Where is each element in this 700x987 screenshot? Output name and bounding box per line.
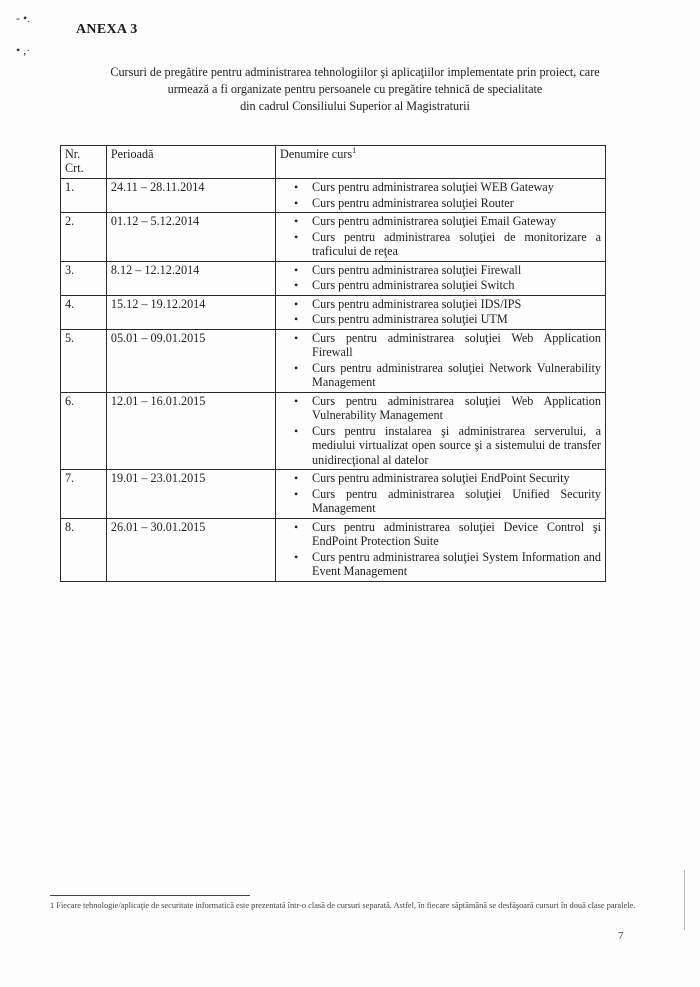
footnote: [50, 900, 650, 911]
course-list: [280, 263, 601, 293]
table-row: [61, 518, 606, 581]
table-row: [61, 179, 606, 213]
row-number: 1.: [61, 179, 107, 213]
row-number: 4.: [61, 295, 107, 329]
row-period: 8.12 – 12.12.2014: [106, 261, 275, 295]
table-row: [61, 392, 606, 470]
header-nr-line2: Crt.: [65, 161, 84, 175]
course-list: [280, 394, 601, 468]
row-period: 19.01 – 23.01.2015: [106, 470, 275, 519]
row-courses: [276, 261, 606, 295]
row-courses: [276, 392, 606, 470]
course-item: • Curs pentru administrarea soluţiei UTM: [280, 312, 601, 327]
row-period: 05.01 – 09.01.2015: [106, 329, 275, 392]
header-course-name-label: Denumire curs: [280, 147, 353, 161]
header-nr-line1: Nr.: [65, 147, 81, 161]
row-period: 15.12 – 19.12.2014: [106, 295, 275, 329]
annex-title: ANEXA 3: [76, 22, 138, 37]
course-item: • Curs pentru instalarea şi administrarea serverului, a mediului virtualizat open source şi a sistemului de transfer unidirecţional al datelor: [280, 424, 601, 468]
heading-line: Cursuri de pregătire pentru administrarea tehnologiilor şi aplicaţiilor implementate prin proiect, care: [110, 65, 600, 79]
course-list: [280, 471, 601, 516]
footnote-text: Fiecare tehnologie/aplicaţie de securitate informatică este prezentată într-o clasă de cursuri separată. Astfel, în fiecare săptămână se desfăşoară cursuri în două clase paralele.: [56, 901, 636, 910]
course-list: [280, 297, 601, 327]
row-number: 7.: [61, 470, 107, 519]
course-item: • Curs pentru administrarea soluţiei Device Control şi EndPoint Protection Suite: [280, 520, 601, 549]
header-nr: [61, 146, 107, 179]
scan-edge-line: [684, 870, 685, 930]
row-courses: [276, 329, 606, 392]
course-item: • Curs pentru administrarea soluţiei Email Gateway: [280, 214, 601, 229]
course-item: • Curs pentru administrarea soluţiei Unified Security Management: [280, 487, 601, 516]
course-list: [280, 520, 601, 579]
courses-table: [60, 145, 606, 582]
table-row: [61, 295, 606, 329]
course-item: • Curs pentru administrarea soluţiei System Information and Event Management: [280, 550, 601, 579]
course-item: • Curs pentru administrarea soluţiei Switch: [280, 278, 601, 293]
course-item: • Curs pentru administrarea soluţiei WEB Gateway: [280, 180, 601, 195]
row-courses: [276, 470, 606, 519]
header-period: Perioadă: [106, 146, 275, 179]
row-number: 2.: [61, 213, 107, 262]
table-row: [61, 261, 606, 295]
row-courses: [276, 518, 606, 581]
footnote-reference: 1: [352, 145, 357, 155]
course-item: • Curs pentru administrarea soluţiei EndPoint Security: [280, 471, 601, 486]
course-list: [280, 331, 601, 390]
document-heading: [60, 64, 650, 115]
row-courses: [276, 213, 606, 262]
table-row: [61, 329, 606, 392]
row-courses: [276, 295, 606, 329]
table-body: [61, 179, 606, 582]
header-course-name: [276, 146, 606, 179]
row-number: 6.: [61, 392, 107, 470]
row-courses: [276, 179, 606, 213]
course-item: • Curs pentru administrarea soluţiei Web Application Vulnerability Management: [280, 394, 601, 423]
row-period: 26.01 – 30.01.2015: [106, 518, 275, 581]
row-period: 01.12 – 5.12.2014: [106, 213, 275, 262]
row-period: 12.01 – 16.01.2015: [106, 392, 275, 470]
course-item: • Curs pentru administrarea soluţiei de monitorizare a traficului de reţea: [280, 230, 601, 259]
row-period: 24.11 – 28.11.2014: [106, 179, 275, 213]
course-item: • Curs pentru administrarea soluţiei Network Vulnerability Management: [280, 361, 601, 390]
course-list: [280, 180, 601, 210]
course-item: • Curs pentru administrarea soluţiei Web Application Firewall: [280, 331, 601, 360]
heading-line: din cadrul Consiliului Superior al Magistraturii: [240, 99, 470, 113]
course-list: [280, 214, 601, 259]
row-number: 8.: [61, 518, 107, 581]
course-item: • Curs pentru administrarea soluţiei IDS/IPS: [280, 297, 601, 312]
table-row: [61, 213, 606, 262]
table-row: [61, 470, 606, 519]
heading-line: urmează a fi organizate pentru persoanele cu pregătire tehnică de specialitate: [167, 82, 543, 96]
course-item: • Curs pentru administrarea soluţiei Router: [280, 196, 601, 211]
table-header-row: [61, 146, 606, 179]
course-item: • Curs pentru administrarea soluţiei Firewall: [280, 263, 601, 278]
scan-marks: - •. • ,·: [16, 11, 31, 57]
row-number: 3.: [61, 261, 107, 295]
footnote-divider: [50, 895, 250, 896]
footnote-marker: 1: [50, 901, 55, 910]
page-number: 7: [618, 930, 624, 942]
row-number: 5.: [61, 329, 107, 392]
